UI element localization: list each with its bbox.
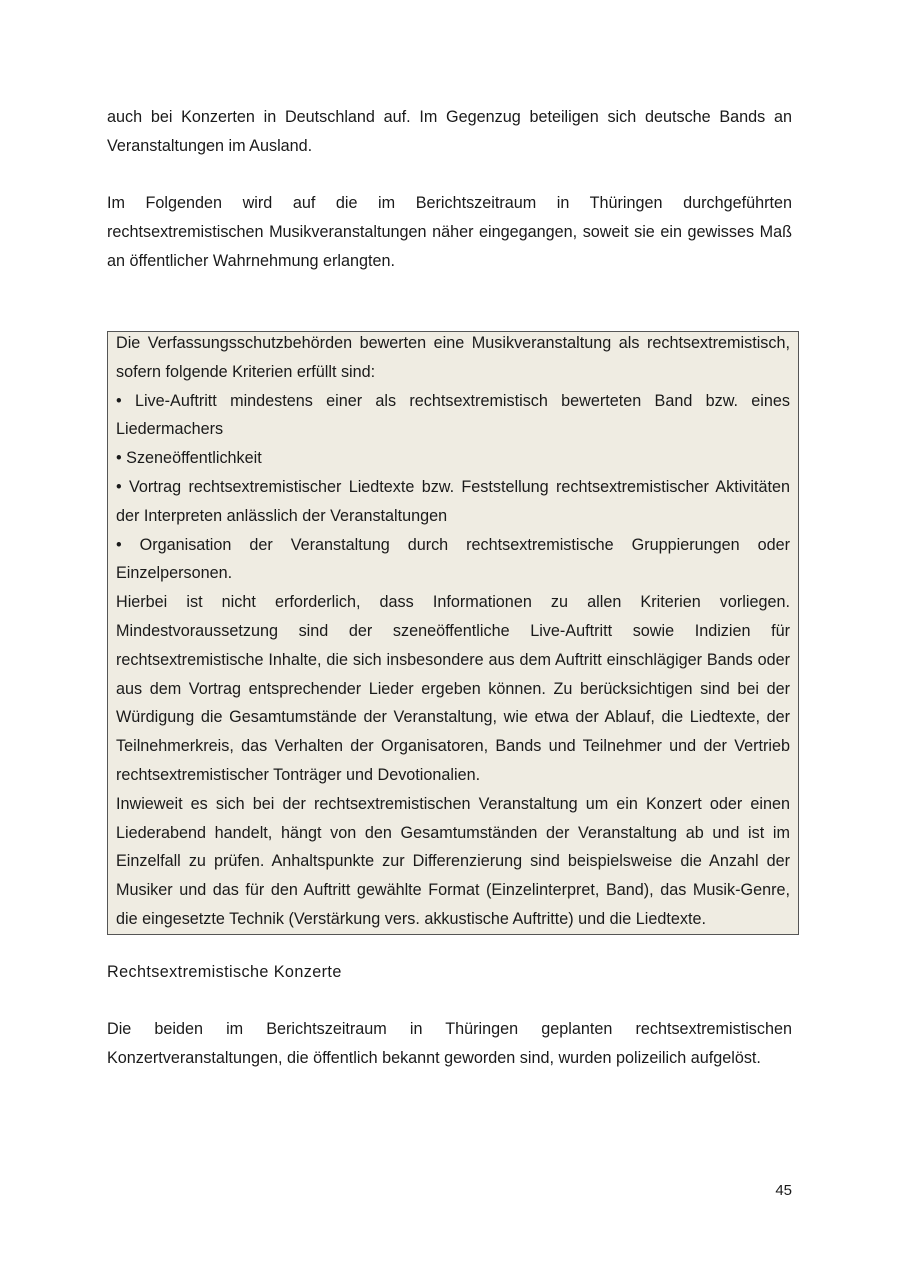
paragraph-closing: Die beiden im Berichtszeitraum in Thüringen geplanten rechtsextremistischen Konzertveranstaltungen, die öffentlich bekannt geworden sind, wurden polizeilich aufgelöst. [107,1020,792,1067]
criteria-bullet: • Vortrag rechtsextremistischer Liedtexte bzw. Feststellung rechtsextremistischer Aktivitäten der Interpreten anlässlich der Veranstaltungen [116,477,790,525]
criteria-bullet: • Szeneöffentlichkeit [116,449,262,468]
section-heading: Rechtsextremistische Konzerte [107,963,342,981]
paragraph-intro-2: Im Folgenden wird auf die im Berichtszeitraum in Thüringen durchgeführten rechtsextremistischen Musikveranstaltungen näher eingegangen, soweit sie ein gewisses Maß an öffentlicher Wahrnehmung erlangten. [107,194,792,270]
info-box-paragraph-1: Hierbei ist nicht erforderlich, dass Informationen zu allen Kriterien vorliegen. Mindestvoraussetzung sind der szeneöffentliche Live-Auftritt sowie Indizien für rechtsextremistische Inhalte, die sich insbesondere aus dem Auftritt einschlägiger Bands oder aus dem Vortrag entsprechender Lieder ergeben können. Zu berücksichtigen sind bei der Würdigung die Gesamtumstände der Veranstaltung, wie etwa der Ablauf, die Liedtexte, der Teilnehmerkreis, das Verhalten der Organisatoren, Bands und Teilnehmer und der Vertrieb rechtsextremistischer Tonträger und Devotionalien. [116,593,790,784]
criteria-info-box [107,331,799,935]
criteria-bullet: • Organisation der Veranstaltung durch rechtsextremistische Gruppierungen oder Einzelpersonen. [116,535,790,583]
page-number: 45 [775,1182,792,1199]
paragraph-intro-1: auch bei Konzerten in Deutschland auf. Im Gegenzug beteiligen sich deutsche Bands an Veranstaltungen im Ausland. [107,108,792,155]
criteria-bullet: • Live-Auftritt mindestens einer als rechtsextremistisch bewerteten Band bzw. eines Liedermachers [116,391,790,439]
info-box-paragraph-2: Inwieweit es sich bei der rechtsextremistischen Veranstaltung um ein Konzert oder einen Liederabend handelt, hängt von den Gesamtumständen der Veranstaltung ab und ist im Einzelfall zu prüfen. Anhaltspunkte zur Differenzierung sind beispielsweise die Anzahl der Musiker und das für den Auftritt gewählte Format (Einzelinterpret, Band), das Musik-Genre, die eingesetzte Technik (Verstärkung vers. akkustische Auftritte) und die Liedtexte. [116,794,790,928]
info-box-intro: Die Verfassungsschutzbehörden bewerten eine Musikveranstaltung als rechtsextremistisch, sofern folgende Kriterien erfüllt sind: [116,334,790,381]
